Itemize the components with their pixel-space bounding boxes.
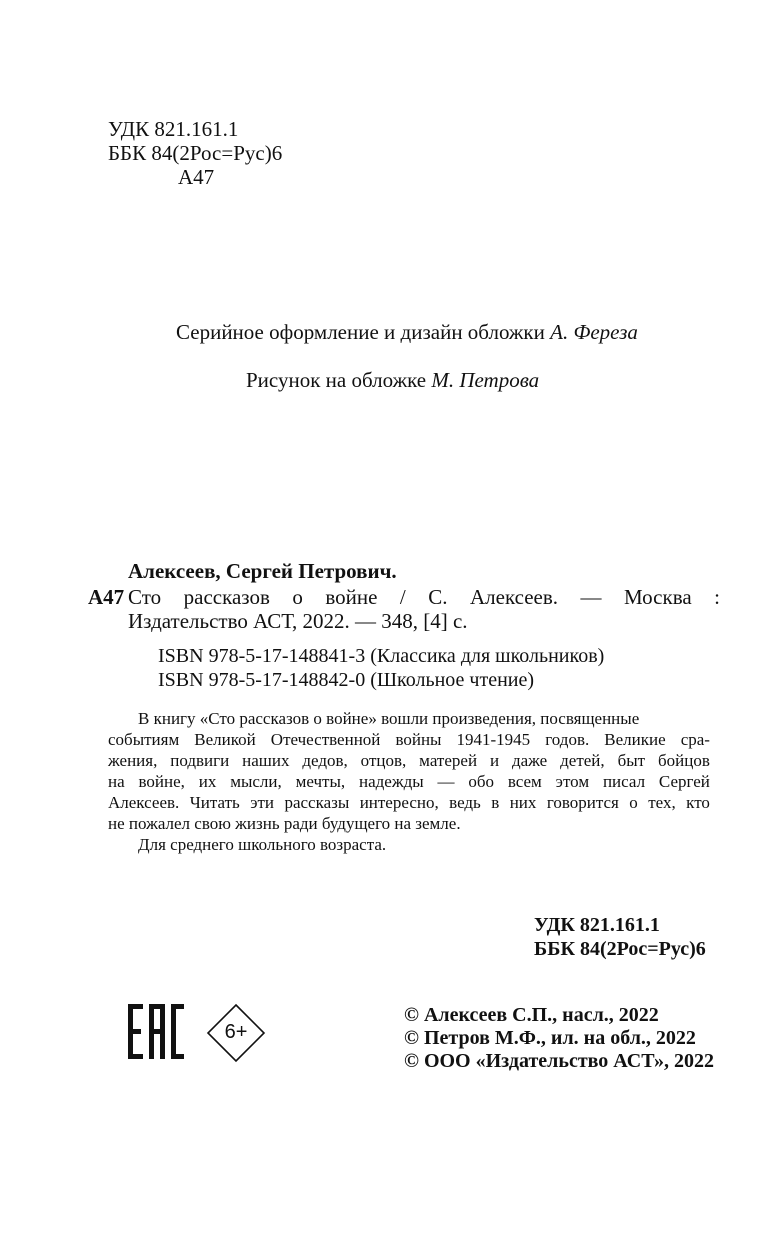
design-credit-prefix: Серийное оформление и дизайн обложки	[176, 320, 545, 344]
isbn-line-1: ISBN 978-5-17-148841-3 (Классика для школьников)	[158, 645, 605, 667]
annotation-line-3: жения, подвиги наших дедов, отцов, матерей и даже детей, быт бойцов	[108, 751, 710, 770]
annotation-line-1: В книгу «Сто рассказов о войне» вошли произведения, посвященные	[138, 709, 640, 728]
design-credit-name: А. Фереза	[550, 320, 638, 344]
cover-credit-prefix: Рисунок на обложке	[246, 368, 427, 392]
author-mark-top: А47	[178, 165, 215, 189]
udk-code-bottom: УДК 821.161.1	[534, 914, 660, 936]
annotation-line-6: не пожалел свою жизнь ради будущего на земле.	[108, 814, 461, 833]
age-note: Для среднего школьного возраста.	[138, 835, 387, 854]
record-title-line1: Сто рассказов о войне / С. Алексеев. — Москва :	[128, 585, 720, 609]
annotation-line-5: Алексеев. Читать эти рассказы интересно, ведь в них говорится о тех, кто	[108, 793, 710, 812]
cover-credit-name: М. Петрова	[431, 368, 540, 392]
record-mark: А47	[88, 585, 125, 609]
isbn-line-2: ISBN 978-5-17-148842-0 (Школьное чтение)	[158, 669, 535, 691]
record-author: Алексеев, Сергей Петрович.	[128, 559, 397, 583]
annotation-line-4: на войне, их мысли, мечты, надежды — обо всем этом писал Сергей	[108, 772, 710, 791]
bbk-code-top: ББК 84(2Рос=Рус)6	[108, 141, 283, 165]
udk-code-top: УДК 821.161.1	[108, 117, 239, 141]
age-rating-badge	[206, 1003, 266, 1063]
copyright-line-2: © Петров М.Ф., ил. на обл., 2022	[404, 1027, 696, 1049]
design-credit	[176, 319, 638, 345]
eac-logo	[128, 1004, 184, 1059]
bbk-code-bottom: ББК 84(2Рос=Рус)6	[534, 938, 706, 960]
copyright-line-3: © ООО «Издательство АСТ», 2022	[404, 1050, 715, 1072]
record-title-line2: Издательство АСТ, 2022. — 348, [4] с.	[128, 609, 468, 633]
copyright-line-1: © Алексеев С.П., насл., 2022	[404, 1004, 659, 1026]
age-rating-label: 6+	[224, 1021, 248, 1043]
cover-credit	[246, 367, 539, 393]
annotation-line-2: событиям Великой Отечественной войны 1941-1945 годов. Великие сра-	[108, 730, 710, 749]
